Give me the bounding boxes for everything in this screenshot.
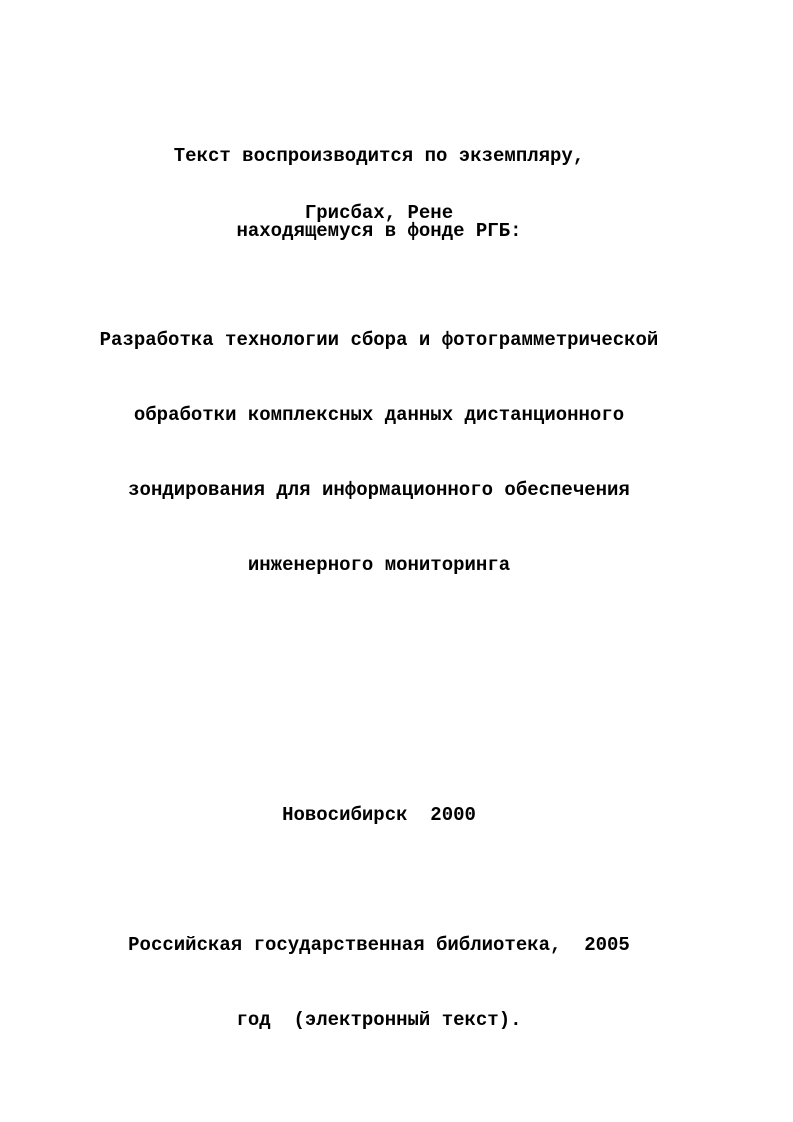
notice-line-1: Текст воспроизводится по экземпляру,	[173, 145, 585, 167]
place-and-year: Новосибирск 2000	[282, 804, 476, 826]
title-line-1: Разработка технологии сбора и фотограмметрической	[99, 329, 659, 351]
footer-line-2: год (электронный текст).	[236, 1009, 522, 1031]
author-name: Грисбах, Рене	[304, 202, 454, 224]
document-title	[0, 278, 758, 628]
title-line-2: обработки комплексных данных дистанционного	[133, 404, 625, 426]
title-line-4: инженерного мониторинга	[247, 554, 511, 576]
title-line-3: зондирования для информационного обеспечения	[128, 479, 630, 501]
reproduction-notice	[0, 94, 758, 294]
notice-line-2: находящемуся в фонде РГБ:	[236, 220, 522, 242]
footer-line-1: Российская государственная библиотека, 2005	[128, 934, 630, 956]
library-footer	[0, 883, 758, 1083]
